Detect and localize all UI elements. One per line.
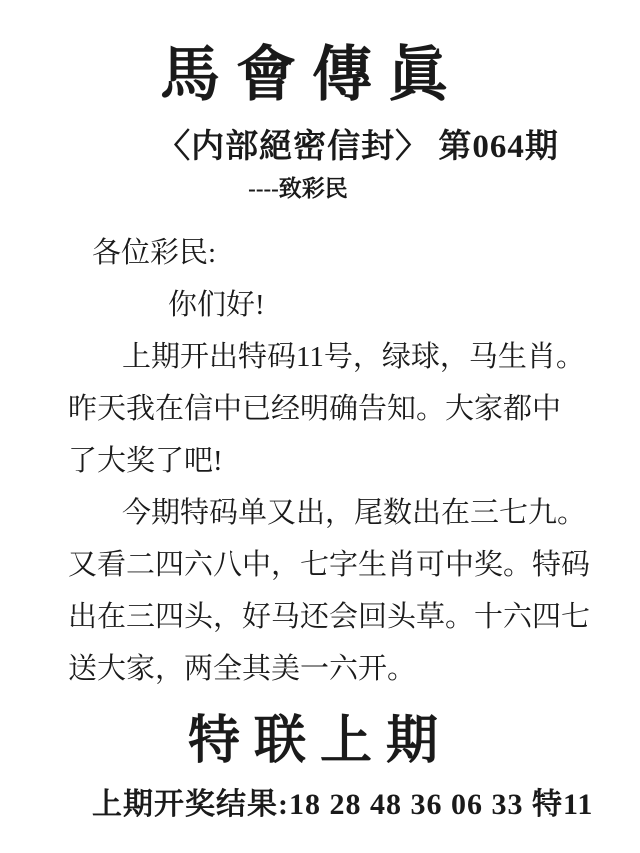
paragraph2-line: 送大家，两全其美一六开。 xyxy=(68,652,417,685)
section-heading: 特联上期 xyxy=(187,712,452,770)
letter-body xyxy=(0,227,640,695)
result-value: 18 28 48 36 06 33 特11 xyxy=(289,788,594,822)
masthead-subtitle: 〈内部絕密信封〉 第064期 xyxy=(157,129,559,165)
paragraph1-line: 了大奖了吧! xyxy=(68,444,223,477)
paragraph2-line: 又看二四六八中，七字生肖可中奖。特码 xyxy=(68,548,591,581)
paragraph2-line: 今期特码单又出，尾数出在三七九。 xyxy=(122,496,587,529)
paragraph1-line: 上期开出特码11号，绿球，马生肖。 xyxy=(122,340,585,373)
masthead-title: 馬會傳眞 xyxy=(160,42,464,108)
result-label: 上期开奖结果: xyxy=(92,788,289,822)
salutation-line: 各位彩民: xyxy=(92,236,217,269)
greeting-line: 你们好! xyxy=(168,288,265,321)
paragraph2-line: 出在三四头，好马还会回头草。十六四七 xyxy=(68,600,591,633)
result-line xyxy=(0,787,640,823)
dedication-line: ----致彩民 xyxy=(248,176,348,202)
paragraph1-line: 昨天我在信中已经明确告知。大家都中 xyxy=(68,392,562,425)
